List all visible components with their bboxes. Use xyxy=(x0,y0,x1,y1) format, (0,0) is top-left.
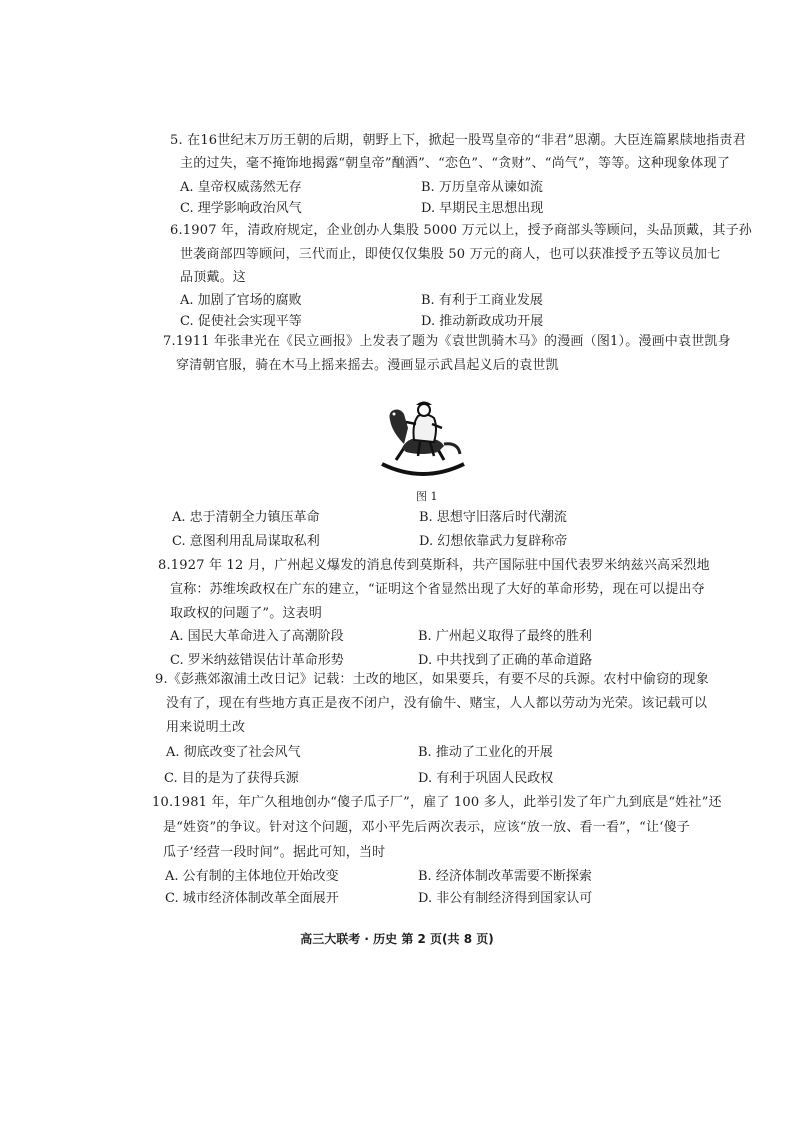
question-10-line-1: 10.1981 年，年广久租地创办“傻子瓜子厂”，雇了 100 多人，此举引发了年广九到底是“姓社”还 xyxy=(152,795,722,810)
question-6-line-3: 品顶戴。这 xyxy=(180,270,247,285)
question-10-option-b: B. 经济体制改革需要不断探索 xyxy=(418,869,592,884)
question-10-option-a: A. 公有制的主体地位开始改变 xyxy=(165,869,339,884)
question-9-line-1: 9.《彭燕郊溆浦土改日记》记载：土改的地区，如果要兵，有要不尽的兵源。农村中偷窃的现象 xyxy=(155,672,710,687)
question-9-line-3: 用来说明土改 xyxy=(166,720,246,735)
question-7-option-b: B. 思想守旧落后时代潮流 xyxy=(419,510,567,525)
question-8-option-b: B. 广州起义取得了最终的胜利 xyxy=(418,629,592,644)
question-7-option-d: D. 幻想依靠武力复辟称帝 xyxy=(419,534,568,549)
question-8-option-c: C. 罗米纳兹错误估计革命形势 xyxy=(170,653,344,668)
question-10-option-d: D. 非公有制经济得到国家认可 xyxy=(418,891,593,906)
question-10-line-3: 瓜子’经营一段时间”。据此可知，当时 xyxy=(163,845,386,860)
question-8-option-a: A. 国民大革命进入了高潮阶段 xyxy=(170,629,344,644)
question-5-option-a: A. 皇帝权威荡然无存 xyxy=(180,180,302,195)
question-5-option-b: B. 万历皇帝从谏如流 xyxy=(421,180,543,195)
question-10-option-c: C. 城市经济体制改革全面展开 xyxy=(165,891,339,906)
question-5-option-d: D. 早期民主思想出现 xyxy=(421,201,544,216)
question-8-line-3: 取政权的问题了”。这表明 xyxy=(170,606,323,621)
question-9-option-d: D. 有利于巩固人民政权 xyxy=(418,771,554,786)
question-6-line-2: 世袭商部四等顾问，三代而止，即使仅仅集股 50 万元的商人，也可以获准授予五等议员加七 xyxy=(180,247,721,262)
page-footer: 高三大联考 · 历史 第 2 页(共 8 页) xyxy=(300,932,494,946)
question-6-line-1: 6.1907 年，清政府规定，企业创办人集股 5000 万元以上，授予商部头等顾问，头品顶戴，其子孙 xyxy=(170,223,752,238)
question-5-option-c: C. 理学影响政治风气 xyxy=(180,201,302,216)
question-5-line-1: 5. 在16世纪末万历王朝的后期，朝野上下，掀起一股骂皇帝的“非君”思潮。大臣连篇累牍地指责君 xyxy=(170,133,746,148)
question-10-line-2: 是“姓资”的争议。针对这个问题，邓小平先后两次表示，应该“放一放、看一看”，“让‘傻子 xyxy=(163,820,690,835)
question-9-line-2: 没有了，现在有些地方真正是夜不闭户，没有偷牛、赌宝，人人都以劳动为光荣。该记载可以 xyxy=(166,696,708,711)
question-9-option-c: C. 目的是为了获得兵源 xyxy=(164,771,299,786)
question-9-option-a: A. 彻底改变了社会风气 xyxy=(166,745,301,760)
question-7-option-c: C. 意图利用乱局谋取私利 xyxy=(172,534,320,549)
question-6-option-b: B. 有利于工商业发展 xyxy=(421,293,543,308)
question-6-option-a: A. 加剧了官场的腐败 xyxy=(180,293,302,308)
question-7-line-2: 穿清朝官服，骑在木马上摇来摇去。漫画显示武昌起义后的袁世凯 xyxy=(176,358,559,373)
figure-1-caption: 图 1 xyxy=(416,490,438,503)
question-6-option-c: C. 促使社会实现平等 xyxy=(180,314,302,329)
question-7-option-a: A. 忠于清朝全力镇压革命 xyxy=(172,510,320,525)
question-5-line-2: 主的过失，毫不掩饰地揭露“朝皇帝”酗酒”、“恋色”、“贪财”、“尚气”，等等。这种现象体现了 xyxy=(180,156,731,171)
yuan-shikai-rocking-horse-cartoon xyxy=(378,398,468,484)
question-8-option-d: D. 中共找到了正确的革命道路 xyxy=(418,653,593,668)
question-7-line-1: 7.1911 年张聿光在《民立画报》上发表了题为《袁世凯骑木马》的漫画（图1）。漫画中袁世凯身 xyxy=(163,334,731,349)
question-9-option-b: B. 推动了工业化的开展 xyxy=(418,745,553,760)
question-8-line-2: 宣称：苏维埃政权在广东的建立，“证明这个省显然出现了大好的革命形势，现在可以提出夺 xyxy=(170,582,705,597)
question-6-option-d: D. 推动新政成功开展 xyxy=(421,314,544,329)
question-8-line-1: 8.1927 年 12 月，广州起义爆发的消息传到莫斯科，共产国际驻中国代表罗米纳兹兴高采烈地 xyxy=(158,558,710,573)
